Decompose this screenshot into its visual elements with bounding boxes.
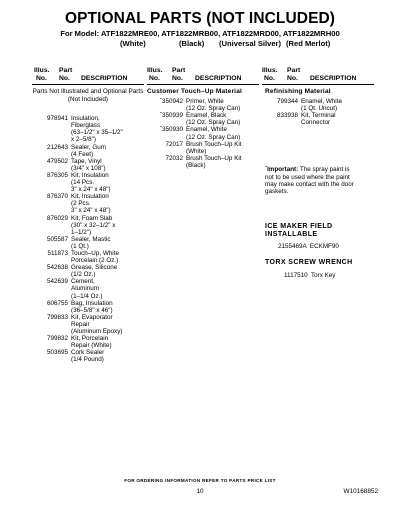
part-number: 606755	[46, 299, 68, 307]
part-row	[147, 141, 259, 155]
description-line: Sealer, Gum	[71, 143, 106, 151]
part-row	[32, 349, 144, 363]
description-line: Brush Touch–Up Kit	[186, 154, 242, 162]
description-line: Brush Touch–Up Kit	[186, 140, 242, 148]
torx-wrench-heading: TORX SCREW WRENCH	[265, 258, 353, 266]
illus-no-header: No.	[36, 74, 47, 82]
part-number: 542638	[46, 264, 68, 272]
part-description	[71, 300, 144, 314]
part-number: 876305	[46, 171, 68, 179]
description-header: DESCRIPTION	[310, 74, 357, 82]
part-row	[32, 144, 144, 158]
description-line: 1–1/2")	[71, 228, 92, 236]
part-description	[301, 98, 374, 112]
description-header: DESCRIPTION	[195, 74, 242, 82]
description-line: Connector	[301, 119, 331, 127]
description-line: x 2–5/8")	[71, 136, 96, 144]
parts-list	[32, 115, 144, 363]
part-row	[32, 335, 144, 349]
part-description	[186, 126, 259, 140]
illus-no-header: No.	[149, 74, 160, 82]
part-description	[71, 278, 144, 299]
illus-no-header: No.	[264, 74, 275, 82]
note-line: gaskets.	[265, 187, 289, 195]
part-row	[262, 112, 374, 126]
color-black: (Black)	[179, 39, 205, 48]
part-description	[71, 144, 144, 158]
part-number: 212643	[46, 143, 68, 151]
part-row	[262, 98, 374, 112]
part-no-header: No.	[172, 74, 183, 82]
description-line: (3/4" x 108")	[71, 164, 106, 172]
description-line: Touch–Up, White	[71, 249, 119, 257]
column-3	[262, 67, 374, 279]
description-line: Enamel, White	[186, 126, 227, 134]
part-number: 876029	[46, 214, 68, 222]
part-description	[186, 112, 259, 126]
part-description	[71, 215, 144, 236]
part-description	[301, 112, 374, 126]
part-number: 72032	[165, 154, 183, 162]
part-header: Part	[172, 67, 186, 74]
description-line: (4 Feet)	[71, 150, 94, 158]
important-note	[265, 166, 374, 194]
torx-wrench-item: 1117510 Torx Key	[284, 271, 336, 279]
part-description	[186, 141, 259, 155]
part-description	[71, 349, 144, 363]
description-line: (1 Qt. Uncut)	[301, 105, 338, 113]
part-description	[71, 115, 144, 143]
description-line: Kit, Porcelain	[71, 335, 109, 343]
note-line: may make contact with the door	[265, 180, 354, 188]
description-line: (1/4 Pound)	[71, 356, 104, 364]
part-number: 503695	[46, 349, 68, 357]
part-row	[147, 98, 259, 112]
description-line: (1–1/4 Oz.)	[71, 292, 103, 300]
illus-header: Illus.	[34, 67, 50, 74]
illus-header: Illus.	[147, 67, 163, 74]
part-description	[71, 172, 144, 193]
ice-maker-item: 2155469A ECKMF90	[278, 242, 339, 250]
description-line: Bag, Insulation	[71, 299, 113, 307]
part-row	[32, 264, 144, 278]
description-line: (2 Pcs.	[71, 200, 91, 208]
part-row	[32, 250, 144, 264]
description-line: Kit, Insulation	[71, 193, 109, 201]
part-number: ˆ350942	[159, 98, 183, 106]
part-description	[71, 335, 144, 349]
section-title: Customer Touch–Up Material	[147, 88, 243, 95]
description-line: (12 Oz. Spray Can)	[186, 133, 241, 141]
part-number: 799344	[276, 98, 298, 106]
part-no-header: No.	[59, 74, 70, 82]
column-1-header	[32, 67, 144, 84]
illus-header: Illus.	[262, 67, 278, 74]
color-white: (White)	[120, 39, 146, 48]
document-number: W10168852	[343, 488, 378, 495]
description-line: (36–5/8" x 46")	[71, 306, 113, 314]
part-row	[32, 236, 144, 250]
part-row	[32, 115, 144, 143]
description-line: Kit, Insulation	[71, 171, 109, 179]
description-line: (White)	[186, 147, 207, 155]
part-row	[32, 314, 144, 335]
description-line: (1 Qt.)	[71, 242, 89, 250]
part-number: 511873	[47, 249, 68, 257]
part-number: 479502	[46, 157, 68, 165]
description-line: (30" x 32–1/2" x	[71, 221, 116, 229]
part-row	[32, 278, 144, 299]
color-red-merlot: (Red Merlot)	[286, 39, 331, 48]
section-title: Refinishing Material	[265, 88, 331, 95]
part-number: 72017	[165, 140, 183, 148]
description-line: Enamel, Black	[186, 112, 227, 120]
part-row	[147, 155, 259, 169]
description-line: Grease, Silicone	[71, 264, 118, 272]
part-number: 833938	[276, 112, 298, 120]
description-line: Kit, Evaporator	[71, 313, 113, 321]
description-line: (Aluminum Epoxy)	[71, 328, 123, 335]
description-line: Aluminum	[71, 285, 99, 293]
section-title: Parts Not Illustrated and Optional Parts (Not Included)	[32, 88, 144, 103]
part-description	[186, 98, 259, 112]
description-line: Repair	[71, 320, 90, 328]
parts-list	[147, 98, 259, 169]
part-description	[71, 158, 144, 172]
part-description	[71, 236, 144, 250]
description-line: Sealer, Mastic	[71, 235, 111, 243]
description-line: Insulation,	[71, 115, 100, 123]
part-number: 978941	[46, 115, 68, 123]
note-line: not to be used where the paint	[265, 173, 350, 181]
ice-maker-heading: ICE MAKER FIELD INSTALLABLE	[265, 222, 333, 238]
part-number: 876370	[46, 193, 68, 201]
column-2-header	[147, 67, 259, 84]
note-mark: ˆ	[265, 166, 268, 174]
description-line: (12 Oz. Spray Can)	[186, 105, 241, 113]
description-line: (12 Oz. Spray Can)	[186, 119, 241, 127]
part-row	[147, 126, 259, 140]
description-line: Kit, Foam Slab	[71, 214, 113, 222]
description-line: Tape, Vinyl	[71, 157, 102, 165]
note-label: Important:	[267, 166, 299, 174]
part-no-header: No.	[287, 74, 298, 82]
description-line: Primer, White	[186, 98, 224, 106]
description-line: 3" x 24" x 48")	[71, 186, 111, 194]
part-description	[71, 264, 144, 278]
description-line: Porcelain (2 Oz.)	[71, 257, 119, 265]
ordering-info-note: FOR ORDERING INFORMATION REFER TO PARTS PRICE LIST	[124, 478, 276, 483]
header-rule	[262, 84, 374, 85]
description-line: Cork Sealer	[71, 349, 105, 357]
description-line: (14 Pcs.	[71, 179, 95, 187]
description-line: 3" x 24" x 48")	[71, 207, 111, 215]
part-row	[32, 215, 144, 236]
description-line: Repair (White)	[71, 342, 112, 350]
part-row	[147, 112, 259, 126]
part-row	[32, 193, 144, 214]
description-header: DESCRIPTION	[81, 74, 128, 82]
part-description	[71, 314, 144, 335]
header-rule	[147, 84, 259, 85]
description-line: (63–1/2" x 35–1/2"	[71, 129, 123, 137]
header-rule	[32, 84, 144, 85]
part-row	[32, 300, 144, 314]
part-row	[32, 158, 144, 172]
page-number: 10	[196, 488, 204, 495]
description-line: Fiberglass	[71, 122, 101, 130]
part-number: ˆ350939	[159, 112, 183, 120]
description-line: Enamel, White	[301, 98, 342, 106]
parts-list	[262, 98, 374, 126]
page-title: OPTIONAL PARTS (NOT INCLUDED)	[64, 10, 336, 27]
description-line: (1/2 Oz.)	[71, 271, 96, 279]
color-universal-silver: (Universal Silver)	[219, 39, 282, 48]
part-number: 542639	[46, 278, 68, 286]
part-description	[71, 193, 144, 214]
column-1	[32, 67, 144, 363]
part-number: ˆ350930	[159, 126, 183, 134]
part-header: Part	[287, 67, 301, 74]
description-line: Kit, Terminal	[301, 112, 336, 120]
part-number: 799833	[46, 313, 68, 321]
column-2	[147, 67, 259, 169]
part-description	[71, 250, 144, 264]
note-line: The spray paint is	[298, 166, 350, 174]
part-description	[186, 155, 259, 169]
part-number: 799832	[46, 335, 68, 343]
description-line: (Black)	[186, 161, 206, 169]
model-list: For Model: ATF1822MRE00, ATF1822MRB00, ATF1822MRD00, ATF1822MRH00	[60, 29, 340, 38]
column-3-header	[262, 67, 374, 84]
part-header: Part	[59, 67, 73, 74]
part-row	[32, 172, 144, 193]
part-number: 505587	[46, 235, 68, 243]
description-line: Cement,	[71, 278, 95, 286]
